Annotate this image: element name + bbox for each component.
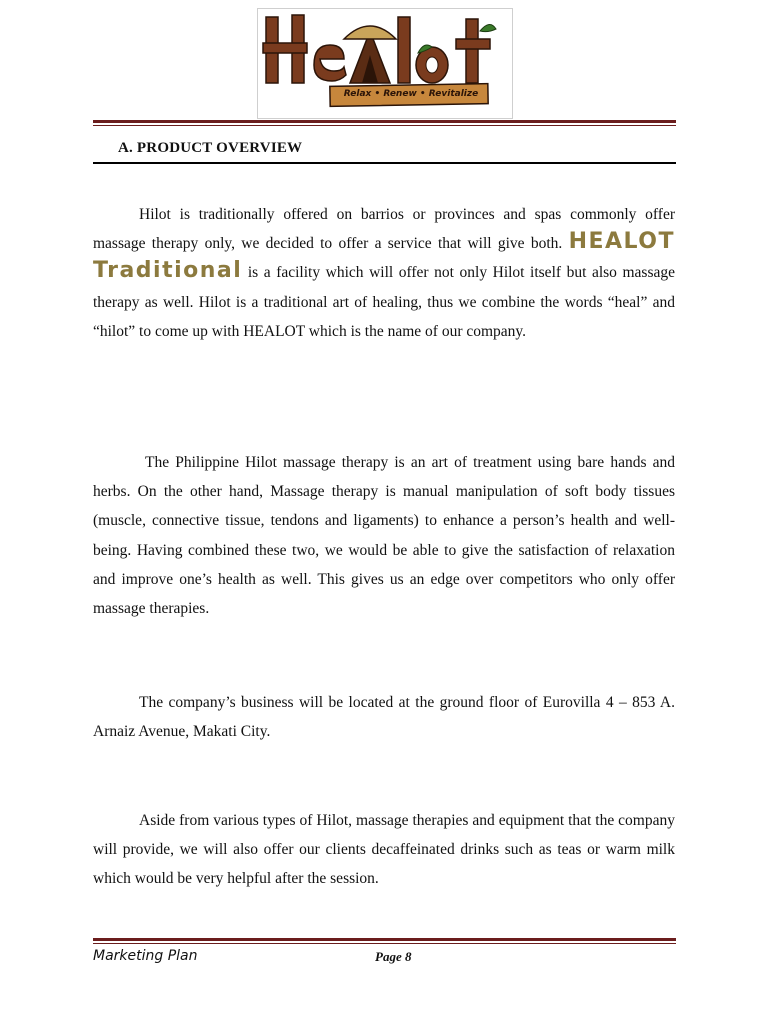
logo-tagline: Relax • Renew • Revitalize [343, 89, 479, 99]
footer-rule [93, 938, 676, 944]
paragraph-location: The company’s business will be located at the ground floor of Eurovilla 4 – 853 A. Arnaiz Avenue, Makati City. [93, 694, 675, 741]
header-rule [93, 120, 676, 126]
section-title: A. PRODUCT OVERVIEW [118, 140, 303, 156]
paragraph-drinks: Aside from various types of Hilot, massage therapies and equipment that the company will provide, we will also offer our clients decaffeinated drinks such as teas or warm milk which would be very helpful after the session. [93, 812, 675, 888]
footer-document-title: Marketing Plan [93, 948, 198, 964]
healot-logo [257, 8, 513, 119]
paragraph-intro [93, 200, 675, 346]
paragraph-hilot-therapy: The Philippine Hilot massage therapy is an art of treatment using bare hands and herbs. On the other hand, Massage therapy is manual manipulation of soft body tissues (muscle, connective tissue, tendons and ligaments) to enhance a person’s health and well-being. Having combined these two, we would be able to give the satisfaction of relaxation and improve one’s health as well. This gives us an edge over competitors who only offer massage therapies. [93, 454, 675, 618]
paragraph-intro-text-a: Hilot is traditionally offered on barrios or provinces and spas commonly offer massage therapy only, we decided to offer a service that will give both. [93, 206, 675, 253]
footer-page-number: Page 8 [375, 949, 412, 964]
paragraph-intro-text-b: is a facility which will offer not only Hilot itself but also massage therapy as well. Hilot is a traditional art of healing, thus we combine the words “heal” and “hilot” to come up with HEALOT which is the name of our company. [93, 264, 675, 340]
section-title-underline [93, 162, 676, 164]
brand-name: HEALOT Traditional [93, 229, 675, 284]
